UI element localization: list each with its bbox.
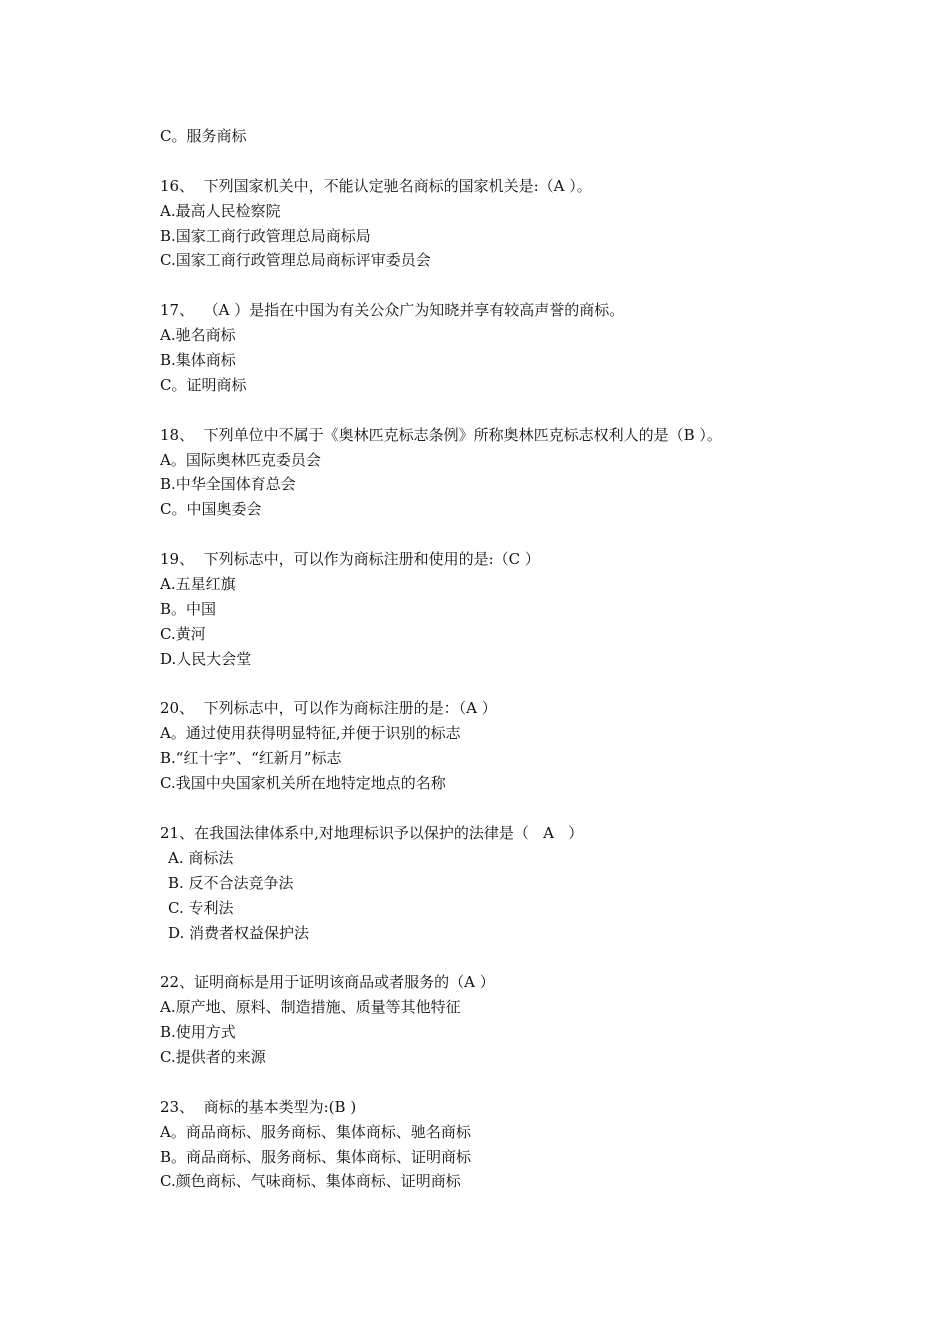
option-line: D. 消费者权益保护法 [168, 923, 310, 942]
option-line: A。商品商标、服务商标、集体商标、驰名商标 [160, 1122, 471, 1141]
option-line: C. 专利法 [168, 898, 234, 917]
option-line: B。商品商标、服务商标、集体商标、证明商标 [160, 1147, 472, 1166]
option-line: A。通过使用获得明显特征,并便于识别的标志 [160, 724, 461, 743]
option-line: C.国家工商行政管理总局商标评审委员会 [160, 251, 431, 270]
option-line: A.最高人民检察院 [160, 201, 281, 220]
option-line: A.驰名商标 [160, 326, 236, 345]
question-20: 20、 下列标志中，可以作为商标注册的是：（A ） [160, 699, 497, 718]
option-line: C。中国奥委会 [160, 500, 262, 519]
option-line: C.黄河 [160, 624, 206, 643]
question-16: 16、 下列国家机关中，不能认定驰名商标的国家机关是:（A ）。 [160, 176, 592, 195]
option-line: D.人民大会堂 [160, 649, 252, 668]
option-line: C。证明商标 [160, 375, 247, 394]
option-line: B.“红十字”、“红新月”标志 [160, 749, 342, 768]
blank-line [160, 522, 900, 547]
option-line: A.原产地、原料、制造措施、质量等其他特征 [160, 998, 461, 1017]
blank-line [160, 945, 900, 970]
document-body [160, 124, 900, 1194]
blank-line [160, 273, 900, 298]
question-23: 23、 商标的基本类型为:(B ) [160, 1097, 357, 1116]
option-line: B.中华全国体育总会 [160, 475, 296, 494]
blank-line [160, 398, 900, 423]
option-line: B。中国 [160, 599, 217, 618]
blank-line [160, 149, 900, 174]
text-line: C。服务商标 [160, 127, 247, 145]
option-line: C.提供者的来源 [160, 1047, 266, 1066]
blank-line [160, 796, 900, 821]
option-line: B. 反不合法竞争法 [168, 873, 294, 892]
option-line: B.国家工商行政管理总局商标局 [160, 226, 371, 245]
question-22: 22、证明商标是用于证明该商品或者服务的（A ） [160, 973, 495, 992]
question-17: 17、 （A ）是指在中国为有关公众广为知晓并享有较高声誉的商标。 [160, 301, 625, 320]
option-line: A. 商标法 [168, 848, 234, 867]
option-line: B.使用方式 [160, 1023, 236, 1042]
question-18: 18、 下列单位中不属于《奥林匹克标志条例》所称奥林匹克标志权利人的是（B ）。 [160, 425, 722, 444]
option-line: A。国际奥林匹克委员会 [160, 450, 321, 469]
option-line: A.五星红旗 [160, 575, 236, 594]
option-line: B.集体商标 [160, 351, 236, 370]
option-line: C.我国中央国家机关所在地特定地点的名称 [160, 774, 446, 793]
question-19: 19、 下列标志中，可以作为商标注册和使用的是:（C ） [160, 550, 540, 569]
blank-line [160, 1070, 900, 1095]
option-line: C.颜色商标、气味商标、集体商标、证明商标 [160, 1172, 461, 1191]
question-21: 21、在我国法律体系中,对地理标识予以保护的法律是（ A ） [160, 823, 584, 842]
blank-line [160, 672, 900, 697]
